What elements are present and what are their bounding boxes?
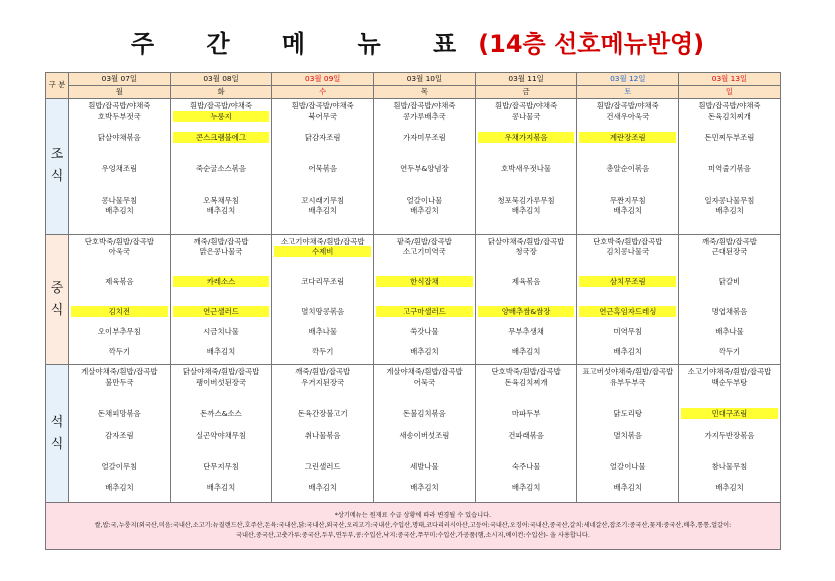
menu-item: 소고기야채죽/흰밥/잡곡밥: [687, 367, 772, 377]
menu-item: 가지두반장볶음: [704, 431, 755, 441]
menu-item: 배추김치: [410, 347, 439, 357]
footnote-line3: 국내산,중국산,고춧가루:중국산,두부,연두부,콩:수입산,낙지:중국산,쭈꾸미:수입산,가공품(햄,소시지,베이컨:수입산)- 을 사용합니다.: [235, 532, 590, 539]
menu-item: 배추김치: [715, 205, 744, 215]
menu-item: 돈육김치찌개: [708, 111, 751, 121]
meal-label-1: 중 식: [46, 235, 69, 365]
menu-cell: [374, 98, 476, 235]
meal-label-0: 조 식: [46, 98, 69, 235]
menu-item: 단호박죽/흰밥/잡곡밥: [84, 237, 154, 247]
menu-cell: [577, 235, 679, 365]
menu-item: 오이부추무침: [97, 327, 141, 337]
menu-item-highlighted: 우채가지볶음: [478, 132, 575, 143]
menu-item: 유부두부국: [609, 378, 646, 388]
menu-item: 흰밥/잡곡밥/야채죽: [393, 100, 456, 110]
menu-cell: [475, 98, 577, 235]
menu-item: 죽순굴소스볶음: [196, 163, 247, 173]
menu-item: 돈민찌두부조림: [704, 132, 755, 142]
menu-item: 새송이버섯조림: [399, 431, 450, 441]
menu-item: 제육볶음: [511, 277, 541, 287]
day-date-2: 03월 09일: [272, 73, 374, 86]
menu-item: 아욱국: [108, 247, 131, 257]
menu-item: 멸치땅콩볶음: [301, 307, 345, 317]
menu-item: 배추김치: [206, 483, 236, 493]
menu-item: 얼갈이나물: [609, 462, 646, 472]
menu-cell: [170, 235, 272, 365]
day-of-week-0: 월: [69, 85, 171, 98]
menu-item: 배추김치: [511, 483, 541, 493]
menu-item: 배추김치: [410, 483, 439, 493]
menu-item: 배추나물: [715, 327, 744, 337]
menu-item: 흰밥/잡곡밥/야채죽: [189, 100, 253, 110]
menu-item: 가자미무조림: [402, 132, 446, 142]
menu-item: 배추김치: [511, 205, 541, 215]
menu-cell: [679, 365, 781, 503]
menu-item-highlighted: 양배추쌈&쌈장: [478, 306, 575, 317]
menu-item: 표고버섯야채죽/흰밥/잡곡밥: [582, 367, 674, 377]
menu-item: 깍두기: [718, 347, 741, 357]
menu-item: 깨죽/흰밥/잡곡밥: [701, 237, 757, 247]
menu-item-highlighted: 김치전: [71, 306, 168, 317]
menu-item: 닭감자조림: [304, 132, 341, 142]
menu-item: 건파래볶음: [508, 431, 544, 441]
menu-cell: [272, 365, 374, 503]
menu-item: 건새우아욱국: [606, 111, 650, 121]
menu-cell: [679, 98, 781, 235]
menu-item: 마파두부: [511, 409, 541, 419]
menu-cell: [69, 235, 171, 365]
menu-item: 어묵국: [413, 378, 436, 388]
menu-item: 연두부&양념장: [400, 163, 449, 173]
menu-item-highlighted: 연근샐러드: [173, 306, 270, 317]
menu-cell: [272, 235, 374, 365]
menu-cell: [475, 235, 577, 365]
menu-cell: [374, 365, 476, 503]
weekly-menu-table: [45, 72, 781, 550]
menu-item: 배추김치: [206, 205, 236, 215]
menu-item: 우엉채조림: [101, 163, 138, 173]
header-label: 구 분: [46, 73, 69, 99]
menu-item: 흰밥/잡곡밥/야채죽: [291, 100, 354, 110]
menu-item: 미역무침: [613, 327, 643, 337]
menu-item: 꼬시래기무침: [301, 195, 345, 205]
day-of-week-5: 토: [577, 85, 679, 98]
menu-item: 단무지무침: [203, 462, 239, 472]
menu-item: 일자콩나물무침: [704, 195, 755, 205]
menu-item: 배추김치: [613, 483, 643, 493]
menu-item: 청국장: [515, 247, 537, 257]
day-date-1: 03월 08일: [170, 73, 272, 86]
menu-item: 맑은콩나물국: [199, 247, 243, 257]
day-of-week-2: 수: [272, 85, 374, 98]
page-title: [0, 24, 835, 59]
menu-item: 흰밥/잡곡밥/야채죽: [88, 100, 151, 110]
menu-item-highlighted: 카레소스: [173, 276, 270, 287]
menu-item: 배추김치: [308, 483, 337, 493]
menu-item-highlighted: 한식잡채: [376, 276, 473, 287]
menu-item: 게살야채죽/흰밥/잡곡밥: [81, 367, 158, 377]
menu-item: 돈까스&소스: [200, 409, 242, 419]
menu-item: 백순두부탕: [711, 378, 748, 388]
day-date-6: 03월 13일: [679, 73, 781, 86]
menu-cell: [374, 235, 476, 365]
menu-item: 미역줄기볶음: [708, 163, 751, 173]
menu-cell: [679, 235, 781, 365]
menu-item: 깨죽/흰밥/잡곡밥: [193, 237, 249, 247]
title-subtitle: (14층 선호메뉴반영): [478, 30, 705, 58]
menu-item: 시금치나물: [203, 327, 239, 337]
menu-item: 닭살야채죽/흰밥/잡곡밥: [182, 367, 260, 377]
meal-label-2: 석 식: [46, 365, 69, 503]
menu-item: 배추나물: [308, 327, 337, 337]
menu-item: 배추김치: [511, 347, 541, 357]
menu-item: 배추김치: [715, 483, 744, 493]
menu-cell: [170, 98, 272, 235]
menu-item: 콩나물무침: [101, 195, 138, 205]
menu-item: 얼갈이나물: [406, 195, 443, 205]
menu-cell: [170, 365, 272, 503]
menu-item: 돈육간장불고기: [297, 409, 348, 419]
menu-item: 팥죽/흰밥/잡곡밥: [396, 237, 452, 247]
menu-item: 단호박죽/흰밥/잡곡밥: [593, 237, 663, 247]
menu-item: 팽이버섯된장국: [196, 378, 247, 388]
menu-item: 오복채무침: [203, 195, 239, 205]
menu-item: 돈육김치찌개: [504, 378, 548, 388]
menu-item: 닭살야채볶음: [97, 132, 141, 142]
menu-item: 불만두국: [105, 378, 134, 388]
menu-item: 호박새우젓나물: [501, 163, 552, 173]
menu-item: 총알순이볶음: [606, 163, 650, 173]
menu-cell: [577, 98, 679, 235]
menu-item: 실곤약야채무침: [196, 431, 247, 441]
menu-item: 그린샐러드: [304, 462, 341, 472]
menu-item: 멸치볶음: [613, 431, 643, 441]
menu-item: 감자조림: [105, 431, 134, 441]
menu-item: 닭갈비: [718, 277, 741, 287]
menu-item: 우거지된장국: [301, 378, 345, 388]
day-date-0: 03월 07일: [69, 73, 171, 86]
menu-item: 돈채피망볶음: [97, 409, 141, 419]
footnote-line2: 쌀,밥:국,누룽지(외국산,미음:국내산,소고기:뉴질랜드산,호주산,돈육:국내산,닭:국내산,외국산,오리고기:국내산,수입산,명태,코다리러시아산,고등어:국내산,오징어:국내산,중국산,갈치:세네갈산,잡조기:중국산,꽃게:중국산,배추,통통,얼갈이:: [94, 522, 732, 529]
menu-item-highlighted: 누룽지: [173, 111, 270, 122]
menu-item: 게살야채죽/흰밥/잡곡밥: [386, 367, 463, 377]
menu-item: 콩나물국: [511, 111, 541, 121]
menu-item: 콩가루배추국: [402, 111, 446, 121]
menu-item: 단호박죽/흰밥/잡곡밥: [491, 367, 561, 377]
day-of-week-1: 화: [170, 85, 272, 98]
menu-item: 호박두부젓국: [97, 111, 141, 121]
menu-item: 근대된장국: [711, 247, 748, 257]
menu-item: 소고기미역국: [402, 247, 446, 257]
menu-item: 배추김치: [206, 347, 236, 357]
menu-item: 깍두기: [108, 347, 131, 357]
menu-item: 무짠지무침: [609, 195, 646, 205]
menu-item-highlighted: 고구마샐러드: [376, 306, 473, 317]
menu-item: 얼갈이무침: [101, 462, 138, 472]
menu-item-highlighted: 민대구조림: [681, 408, 778, 419]
menu-item: 깍두기: [312, 347, 334, 357]
menu-item: 흰밥/잡곡밥/야채죽: [698, 100, 761, 110]
menu-item: 소고기야채죽/흰밥/잡곡밥: [280, 237, 365, 247]
menu-item: 닭살야채죽/흰밥/잡곡밥: [487, 237, 565, 247]
menu-item: 북어무국: [308, 111, 337, 121]
menu-cell: [272, 98, 374, 235]
menu-cell: [69, 98, 171, 235]
menu-item-highlighted: 삼치무조림: [579, 276, 676, 287]
menu-cell: [475, 365, 577, 503]
footnote-line1: *상기메뉴는 원재료 수급 상황에 따라 변경될 수 있습니다.: [334, 512, 492, 519]
menu-item: 닭도리탕: [613, 409, 643, 419]
menu-item: 김치콩나물국: [606, 247, 650, 257]
menu-item: 제육볶음: [105, 277, 134, 287]
day-date-4: 03월 11일: [475, 73, 577, 86]
title-main: 주 간 메 뉴 표: [130, 30, 479, 58]
menu-item: 깨죽/흰밥/잡곡밥: [295, 367, 351, 377]
footnote: [46, 503, 781, 550]
menu-item: 배추김치: [410, 205, 439, 215]
menu-item: 쑥갓나물: [410, 327, 439, 337]
day-of-week-4: 금: [475, 85, 577, 98]
day-date-5: 03월 12일: [577, 73, 679, 86]
menu-item: 무부추생채: [508, 327, 544, 337]
menu-item: 명엽채볶음: [711, 307, 748, 317]
day-of-week-6: 일: [679, 85, 781, 98]
menu-item: 어묵볶음: [308, 163, 337, 173]
menu-item: 돈불김치볶음: [402, 409, 446, 419]
menu-item: 청포묵김가루무침: [497, 195, 555, 205]
menu-item: 숙주나물: [511, 462, 541, 472]
menu-item: 코다리무조림: [301, 277, 345, 287]
menu-cell: [69, 365, 171, 503]
menu-item-highlighted: 콘스크램블에그: [173, 132, 270, 143]
menu-item-highlighted: 계란장조림: [579, 132, 676, 143]
menu-item: 흰밥/잡곡밥/야채죽: [596, 100, 659, 110]
menu-item: 취나물볶음: [304, 431, 341, 441]
menu-item: 배추김치: [613, 347, 643, 357]
menu-item-highlighted: 수제비: [274, 246, 371, 257]
menu-item: 배추김치: [105, 205, 134, 215]
menu-item: 세발나물: [410, 462, 439, 472]
menu-item: 배추김치: [613, 205, 643, 215]
menu-item: 배추김치: [105, 483, 134, 493]
menu-item: 배추김치: [308, 205, 337, 215]
menu-item-highlighted: 연근흑임자드레싱: [579, 306, 676, 317]
day-date-3: 03월 10일: [374, 73, 476, 86]
menu-item: 흰밥/잡곡밥/야채죽: [495, 100, 558, 110]
menu-cell: [577, 365, 679, 503]
day-of-week-3: 목: [374, 85, 476, 98]
menu-item: 참나물무침: [711, 462, 748, 472]
